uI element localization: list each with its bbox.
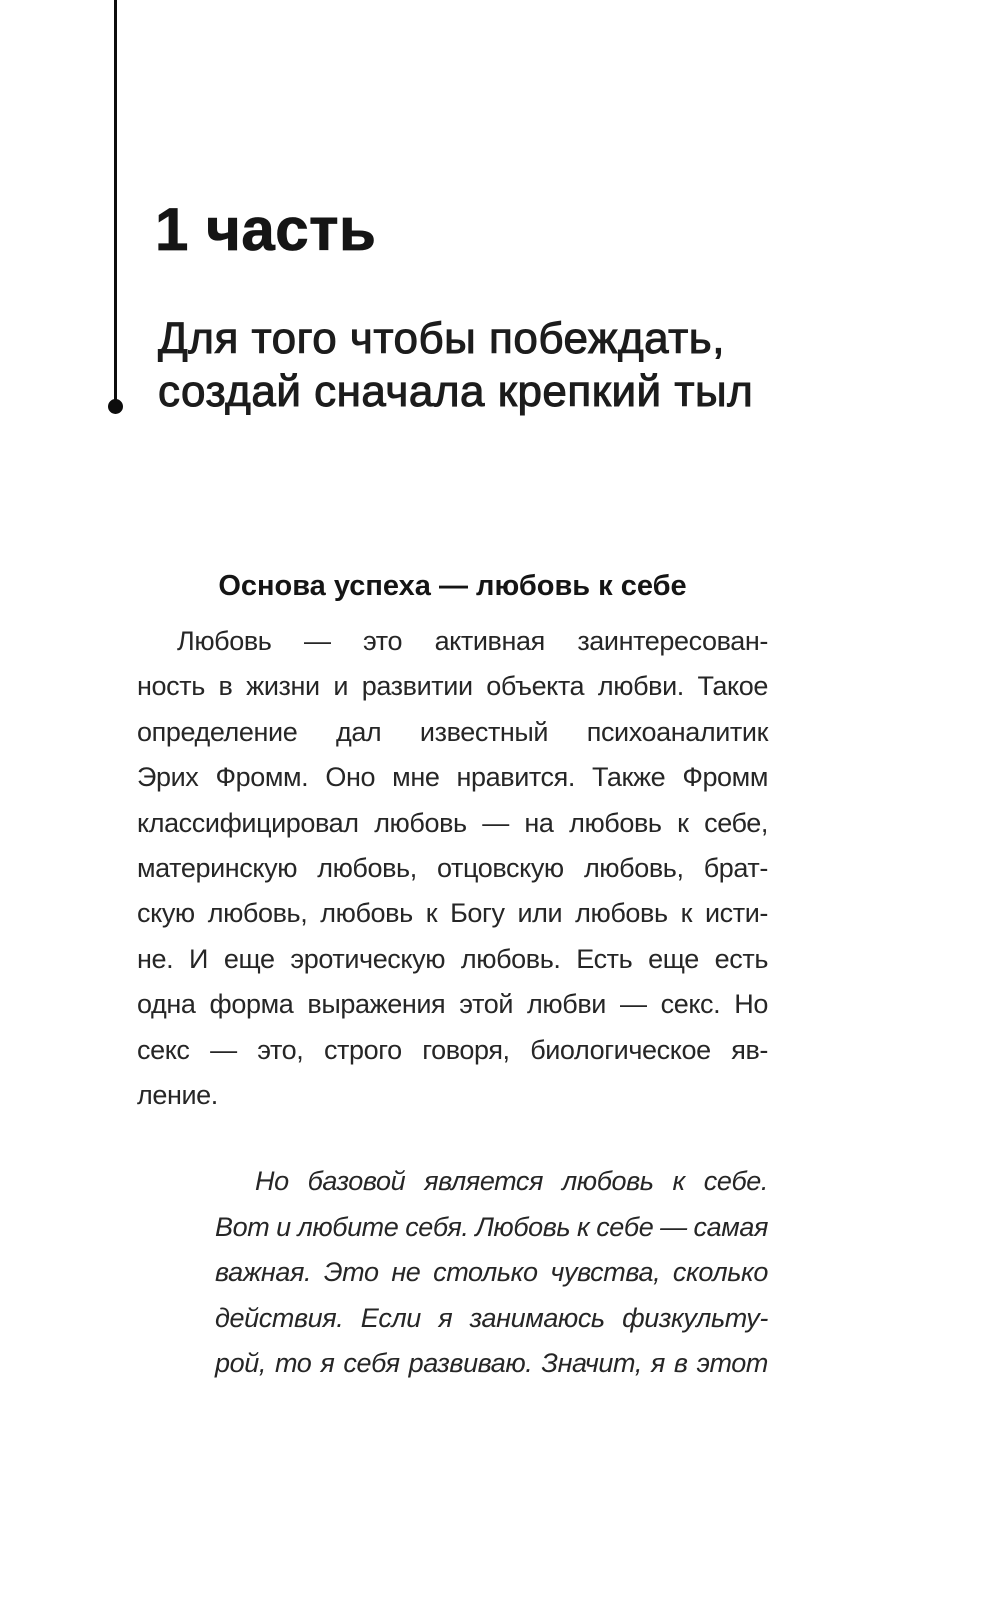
text-line [137, 937, 768, 982]
text-line [137, 664, 768, 709]
text-line-content: Любовь — это активная заинтересован- [177, 626, 768, 656]
paragraph-italic-note [215, 1159, 768, 1387]
text-line-content: важная. Это не столько чувства, сколько [215, 1257, 768, 1287]
section-heading: Основа успеха — любовь к себе [218, 570, 687, 602]
text-line-content: ность в жизни и развитии объекта любви. Такое [137, 671, 768, 702]
text-line-content: не. И еще эротическую любовь. Есть еще есть [137, 943, 768, 974]
text-line-content: Эрих Фромм. Оно мне нравится. Также Фромм [137, 762, 768, 793]
text-line-content: определение дал известный психоаналитик [137, 716, 768, 747]
text-line-content: рой, то я себя развиваю. Значит, я в этот [215, 1348, 768, 1378]
text-line [215, 1341, 768, 1387]
text-line [137, 755, 768, 800]
text-line [137, 846, 768, 891]
text-line-content: классифицировал любовь — на любовь к себе, [137, 807, 768, 838]
text-line-content: Для того чтобы побеждать, [158, 314, 725, 363]
text-line [137, 1073, 768, 1118]
text-line [215, 1250, 768, 1296]
text-line [137, 982, 768, 1027]
paragraph-body [137, 619, 768, 1118]
text-line [137, 1028, 768, 1073]
text-line [137, 710, 768, 755]
text-line [215, 1159, 768, 1205]
text-line [215, 1205, 768, 1251]
margin-rule-line [114, 0, 117, 400]
text-line-content: действия. Если я занимаюсь физкульту- [215, 1302, 768, 1333]
text-line [137, 801, 768, 846]
text-line-content: секс — это, строго говоря, биологическое яв- [137, 1034, 768, 1065]
text-line-content: одна форма выражения этой любви — секс. Но [137, 989, 768, 1020]
text-line [158, 312, 753, 365]
text-line [137, 619, 768, 664]
text-line-content: создай сначала крепкий тыл [158, 367, 754, 416]
text-line-content: материнскую любовь, отцовскую любовь, брат- [137, 852, 768, 883]
text-line-content: скую любовь, любовь к Богу или любовь к исти- [137, 898, 768, 929]
part-heading: 1 часть [155, 196, 377, 263]
chapter-title [158, 312, 753, 418]
text-line-content: Вот и любите себя. Любовь к себе — самая [215, 1211, 768, 1242]
text-line-content: Но базовой является любовь к себе. [255, 1166, 768, 1196]
text-line-content: ление. [137, 1079, 218, 1110]
text-line [137, 891, 768, 936]
text-line [215, 1296, 768, 1342]
text-line [158, 365, 753, 418]
margin-rule-dot [108, 399, 123, 414]
